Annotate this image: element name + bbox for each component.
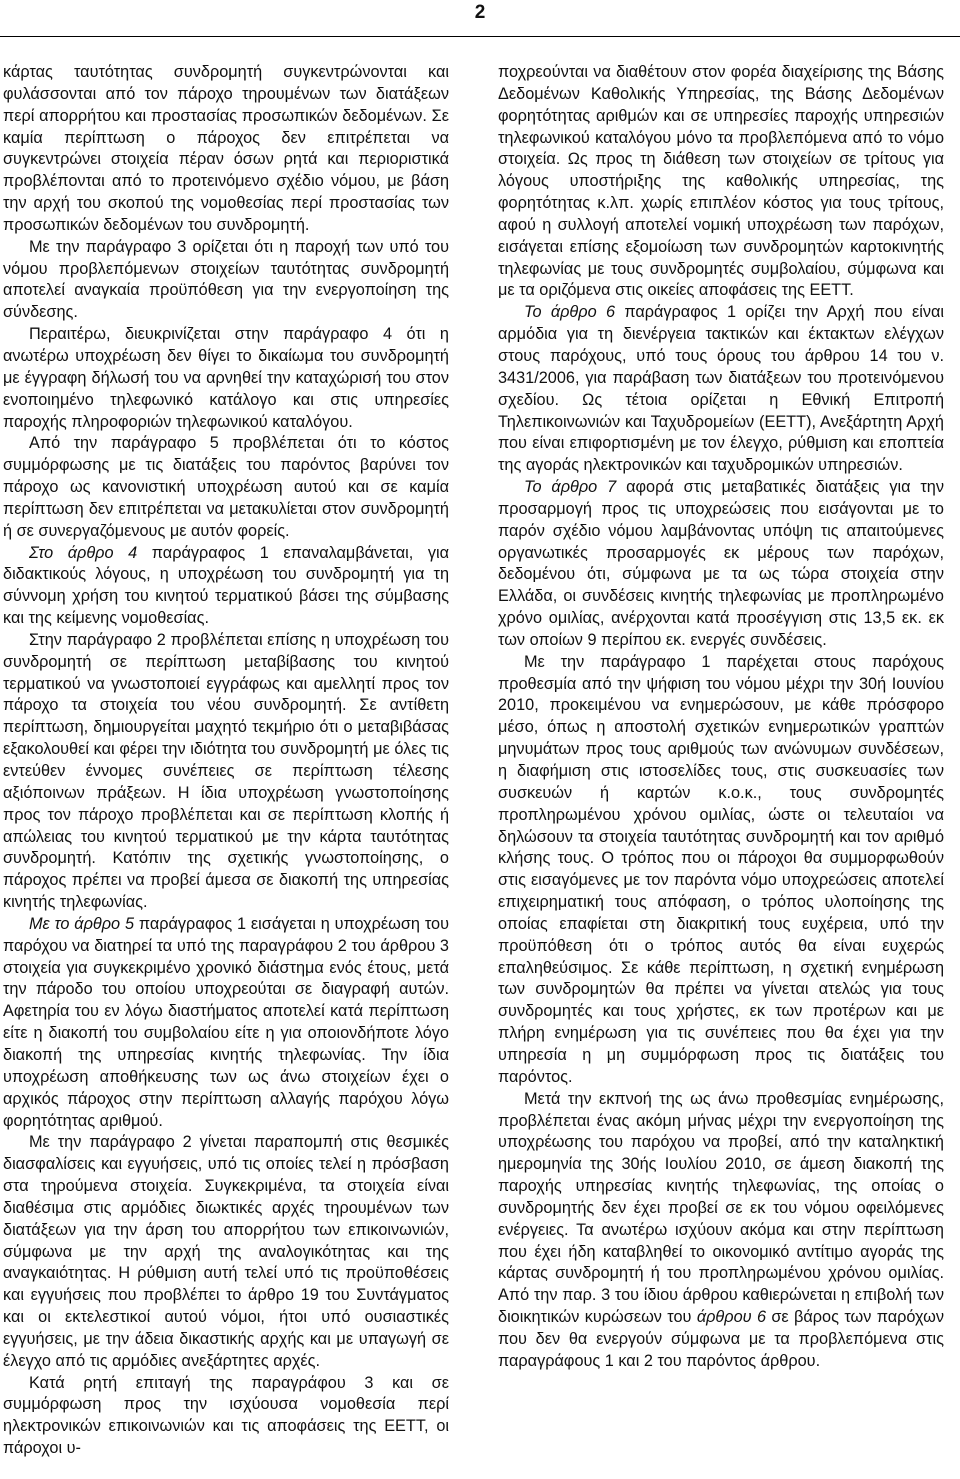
paragraph [3,324,449,433]
paragraph-text: Μετά την εκπνοή της ως άνω προθεσμίας ενημέρωσης, προβλέπεται ένας ακόμη μήνας μέχρι την ενεργοποίηση της υποχρέωσης του παρόχου να προβεί, από την καταληκτική ημερομηνία της 30ής Ιουλίου 2010, σε άμεση διακοπή της παροχής υπηρεσίας κινητής τηλεφωνίας, της οποίας ο συνδρομητής δεν έχει προβεί σε εκ του νόμου οφειλόμενες ενέργειες. Τα ανωτέρω ισχύουν ακόμα και στην περίπτωση που έχει ήδη καταβληθεί το οικονομικό αντίτιμο αγοράς της κάρτας συνδρομητή ή του προπληρωμένου χρόνου ομιλίας. Από την παρ. 3 του ίδιου άρθρου καθιερώνεται η επιβολή των διοικητικών κυρώσεων του [498,1089,944,1327]
paragraph-text: παράγραφος 1 επαναλαμβάνεται, για διδακτικούς λόγους, η υποχρέωση του συνδρομητή για τη σύννομη χρήση του κινητού τερματικού βάσει της σύμβασης και της κείμενης νομοθεσίας. [3,543,450,628]
article-reference: Στο άρθρο 4 [29,543,138,562]
paragraph [498,477,944,652]
paragraph [498,1089,944,1373]
article-reference: Με το άρθρο 5 [29,914,134,933]
paragraph-text: κάρτας ταυτότητας συνδρομητή συγκεντρώνονται και φυλάσσονται από τον πάροχο τηρουμένων των διατάξεων περί απορρήτου και προστασίας προσωπικών δεδομένων. Σε καμία περίπτωση ο πάροχος δεν επιτρέπεται να συγκεντρώνει στοιχεία πέραν όσων ρητά και περιοριστικά προβλέπονται από το προτεινόμενο σχέδιο νόμου, με βάση την αρχή του σκοπού της νομοθεσίας περί προστασίας των προσωπικών δεδομένων του συνδρομητή. [3,63,449,234]
paragraph [498,62,944,302]
article-reference: Το άρθρο 6 [524,303,616,322]
paragraph-text: Με την παράγραφο 2 γίνεται παραπομπή στις θεσμικές διασφαλίσεις και εγγυήσεις, υπό τις οποίες τελεί η πρόσβαση στα τηρούμενα στοιχεία. Συγκεκριμένα, τα στοιχεία είναι διαθέσιμα στις αρμόδιες διωκτικές αρχές τηρουμένων των διατάξεων για την άρση του απορρήτου των επικοινωνιών, σύμφωνα με την αρχή της αναλογικότητας και της αναγκαιότητας. Η ρύθμιση αυτή τελεί υπό τις προϋποθέσεις και εγγυήσεις που προβλέπει το άρθρο 19 του Συντάγματος και οι εκτελεστικοί αυτού νόμοι, ήτοι υπό ουσιαστικές εγγυήσεις, με την άδεια δικαστικής αρχής και με υπαγωγή σε έλεγχο από τις αρμόδιες ανεξάρτητες αρχές. [3,1133,449,1370]
page-number: 2 [474,2,486,23]
paragraph [3,62,449,237]
paragraph-text: Στην παράγραφο 2 προβλέπεται επίσης η υποχρέωση του συνδρομητή σε περίπτωση μεταβίβασης του κινητού τερματικού να γνωστοποιεί εγγράφως και αμελλητί προς τον πάροχο τα στοιχεία του νέου συνδρομητή. Σε αντίθετη περίπτωση, δημιουργείται μαχητό τεκμήριο ότι ο μεταβιβάσας εξακολουθεί και φέρει την ιδιότητα του συνδρομητή με όλες τις εντεύθεν έννομες συνέπειες σε περίπτωση τέλεσης αξιόποινων πράξεων. Η ίδια υποχρέωση γνωστοποίησης προς τον πάροχο προβλέπεται και σε περίπτωση κλοπής ή απώλειας του κινητού τερματικού με την κάρτα ταυτότητας συνδρομητή. Κατόπιν της σχετικής γνωστοποίησης, ο πάροχος πρέπει να προβεί άμεσα σε διακοπή της υπηρεσίας κινητής τηλεφωνίας. [3,630,449,912]
article-reference: Το άρθρο 7 [524,478,617,497]
paragraph [3,543,449,630]
right-column [498,62,944,1373]
paragraph [3,237,449,324]
paragraph-text: σε βάρος των παρόχων που δεν θα ενεργούν σύμφωνα με τα προβλεπόμενα στις παραγράφους 1 και 2 του παρόντος άρθρου. [498,1308,944,1370]
paragraph-text: Με την παράγραφο 1 παρέχεται στους παρόχους προθεσμία από την ψήφιση του νόμου μέχρι την 30ή Ιουνίου 2010, προκειμένου να ενημερώσουν, με κάθε πρόσφορο μέσο, όπως η αποστολή σχετικών ενημερωτικών γραπτών μηνυμάτων προς τους αριθμούς των ανώνυμων συνδέσεων, η διαφήμιση στις ιστοσελίδες τους, στις συσκευασίες των συσκευών ή καρτών κ.ο.κ., τους συνδρομητές προπληρωμένου χρόνου ομιλίας, ώστε οι τελευταίοι να δηλώσουν τα στοιχεία ταυτότητας συνδρομητή και τον αριθμό κλήσης τους. Ο τρόπος που οι πάροχοι θα συμμορφωθούν στις εισαγόμενες με τον παρόντα νόμο υποχρεώσεις αποτελεί επιχειρηματική τους απόφαση, ο τρόπος υλοποίησης της οποίας επαφίεται στη διακριτική τους ευχέρεια, υπό την προϋπόθεση ότι ο τρόπος αυτός θα είναι ευχερώς επαληθεύσιμος. Σε κάθε περίπτωση, η σχετική ενημέρωση των συνδρομητών θα πρέπει να γίνεται ατελώς για τους συνδρομητές και τους χρήστες, εκ των προτέρων και με πλήρη ενημέρωση για τις συνέπειες που θα έχει για την υπηρεσία η μη συμμόρφωση προς τις διατάξεις του παρόντος. [498,652,944,1086]
paragraph-text: ποχρεούνται να διαθέτουν στον φορέα διαχείρισης της Βάσης Δεδομένων Καθολικής Υπηρεσίας, της Βάσης Δεδομένων φορητότητας αριθμών και σε υπηρεσίες παροχής υπηρεσιών τηλεφωνικού καταλόγου μόνο τα προβλεπόμενα από το νόμο στοιχεία. Ως προς τη διάθεση των στοιχείων σε τρίτους για λόγους υποστήριξης της καθολικής υπηρεσίας, της φορητότητας κ.λπ. χωρίς επιπλέον κόστος για τους τρίτους, αφού η συλλογή αποτελεί νομική υποχρέωση των παρόχων, εισάγεται επίσης εξομοίωση των συνδρομητών καρτοκινητής τηλεφωνίας με τους συνδρομητές συμβολαίου, σύμφωνα και με τα οριζόμενα στις οικείες αποφάσεις της ΕΕΤΤ. [498,63,944,300]
paragraph-text: Με την παράγραφο 3 ορίζεται ότι η παροχή των υπό του νόμου προβλεπόμενων στοιχείων ταυτότητας συνδρομητή αποτελεί αναγκαία προϋπόθεση για την ενεργοποίηση της σύνδεσης. [3,237,449,322]
paragraph [498,652,944,1089]
paragraph-text: παράγραφος 1 ορίζει την Αρχή που είναι αρμόδια για τη διενέργεια τακτικών και έκτακτων ελέγχων στους παρόχους, υπό τους όρους του άρθρου 14 του ν. 3431/2006, για παράβαση των διατάξεων του προτεινόμενου σχεδίου. Ως τέτοια ορίζεται η Εθνική Επιτροπή Τηλεπικοινωνιών και Ταχυδρομείων (ΕΕΤΤ), Ανεξάρτητη Αρχή που είναι επιφορτισμένη με τον έλεγχο, ρύθμιση και εποπτεία της αγοράς ηλεκτρονικών και ταχυδρομικών υπηρεσιών. [498,303,944,475]
paragraph [3,630,449,914]
paragraph [3,1132,449,1372]
paragraph-text: αφορά στις μεταβατικές διατάξεις για την προσαρμογή προς τις υποχρεώσεις που εισάγονται με το παρόν σχέδιο νόμου λαμβάνοντας υπόψη τις απαιτούμενες οργανωτικές προσαρμογές εκ μέρους των παρόχων, δεδομένου ότι, σύμφωνα με τα ως τώρα στοιχεία στην Ελλάδα, οι συνδέσεις κινητής τηλεφωνίας με προπληρωμένο χρόνο ομιλίας, ανέρχονται κατά προσέγγιση στις 13,5 εκ. εκ των οποίων 9 περίπου εκ. ενεργές συνδέσεις. [498,478,945,649]
paragraph [3,433,449,542]
left-column [3,62,449,1460]
paragraph [3,1373,449,1460]
paragraph [498,302,944,477]
paragraph-text: παράγραφος 1 εισάγεται η υποχρέωση του παρόχου να διατηρεί τα υπό της παραγράφου 2 του άρθρου 3 στοιχεία για συγκεκριμένο χρονικό διάστημα ενός έτους, μετά την πάροδο του οποίου υποχρεούται σε διαγραφή αυτών. Αφετηρία του εν λόγω διαστήματος αποτελεί κατά περίπτωση είτε η διακοπή του συμβολαίου είτε η για οποιονδήποτε λόγο διακοπή της υπηρεσίας κινητής τηλεφωνίας. Την ίδια υποχρέωση αποθήκευσης των ως άνω στοιχείων έχει ο αρχικός πάροχος στην περίπτωση αλλαγής παρόχου λόγω φορητότητας αριθμού. [3,914,449,1130]
article-reference: άρθρου 6 [696,1308,766,1327]
paragraph-text: Από την παράγραφο 5 προβλέπεται ότι το κόστος συμμόρφωσης με τις διατάξεις του παρόντος βαρύνει τον πάροχο ως κανονιστική υποχρέωση αυτού και σε καμία περίπτωση δεν επιτρέπεται να μετακυλίεται στον συνδρομητή ή σε συνεργαζόμενους με αυτόν φορείς. [3,434,449,540]
paragraph-text: Κατά ρητή επιταγή της παραγράφου 3 και σε συμμόρφωση προς την ισχύουσα νομοθεσία περί ηλεκτρονικών επικοινωνιών και τις αποφάσεις της ΕΕΤΤ, οι πάροχοι υ- [3,1373,449,1458]
paragraph [3,914,449,1132]
paragraph-text: Περαιτέρω, διευκρινίζεται στην παράγραφο 4 ότι η ανωτέρω υποχρέωση δεν θίγει το δικαίωμα του συνδρομητή με έγγραφη δήλωσή του να αρνηθεί την καταχώρισή του στον ενοποιημένο τηλεφωνικό κατάλογο και στις υπηρεσίες παροχής πληροφοριών τηλεφωνικού καταλόγου. [3,325,449,431]
header-rule [0,36,960,37]
